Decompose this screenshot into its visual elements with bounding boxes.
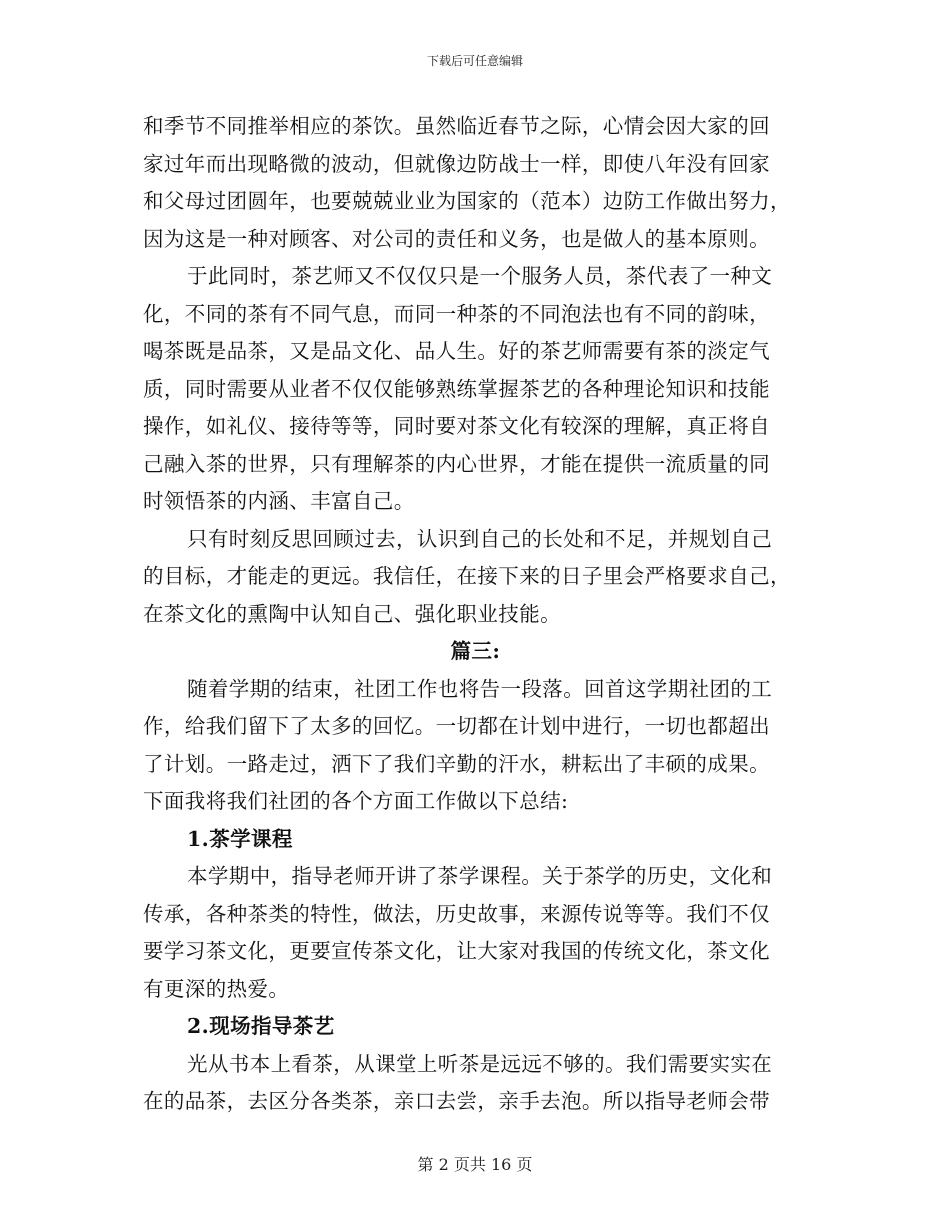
body-line: 作，给我们留下了太多的回忆。一切都在计划中进行，一切也都超出 xyxy=(143,714,770,738)
page-header: 下载后可任意编辑 xyxy=(426,54,523,68)
body-line: 下面我将我们社团的各个方面工作做以下总结: xyxy=(143,789,569,813)
paragraph-start-line: 只有时刻反思回顾过去，认识到自己的长处和不足，并规划自己 xyxy=(187,526,773,551)
paragraph-start-line: 随着学期的结束，社团工作也将告一段落。回首这学期社团的工 xyxy=(187,676,773,701)
paragraph-start-line: 本学期中，指导老师开讲了茶学课程。关于茶学的历史，文化和 xyxy=(187,864,773,888)
subsection-heading: 1.茶学课程 xyxy=(187,826,293,851)
paragraph-start-line: 于此同时，茶艺师又不仅仅只是一个服务人员，茶代表了一种文 xyxy=(187,264,773,288)
body-line: 有更深的热爱。 xyxy=(143,976,290,1001)
body-line: 己融入茶的世界，只有理解茶的内心世界，才能在提供一流质量的同 xyxy=(143,451,770,476)
body-line: 在的品茶，去区分各类茶，亲口去尝，亲手去泡。所以指导老师会带 xyxy=(143,1089,770,1113)
paragraph-start-line: 光从书本上看茶，从课堂上听茶是远远不够的。我们需要实实在 xyxy=(187,1051,773,1076)
body-line: 了计划。一路走过，洒下了我们辛勤的汗水，耕耘出了丰硕的成果。 xyxy=(143,751,770,776)
page-footer: 第 2 页共 16 页 xyxy=(417,1155,533,1174)
section-title: 篇三: xyxy=(450,639,501,663)
body-line: 质，同时需要从业者不仅仅能够熟练掌握茶艺的各种理论知识和技能 xyxy=(143,376,770,401)
body-line: 家过年而出现略微的波动，但就像边防战士一样，即使八年没有回家 xyxy=(143,151,770,176)
document-body xyxy=(143,108,808,1121)
body-line: 和父母过团圆年，也要兢兢业业为国家的（范本）边防工作做出努力， xyxy=(143,189,791,213)
body-line: 的目标，才能走的更远。我信任，在接下来的日子里会严格要求自己， xyxy=(143,564,791,588)
body-line: 要学习茶文化，更要宣传茶文化，让大家对我国的传统文化，茶文化 xyxy=(143,939,770,963)
body-line: 化，不同的茶有不同气息，而同一种茶的不同泡法也有不同的韵味， xyxy=(143,301,770,326)
body-line: 喝茶既是品茶，又是品文化、品人生。好的茶艺师需要有茶的淡定气 xyxy=(143,339,770,363)
body-line: 和季节不同推举相应的茶饮。虽然临近春节之际，心情会因大家的回 xyxy=(143,114,770,138)
body-line: 操作，如礼仪、接待等等，同时要对茶文化有较深的理解，真正将自 xyxy=(143,414,770,438)
body-line: 时领悟茶的内涵、丰富自己。 xyxy=(143,489,415,513)
body-line: 因为这是一种对顾客、对公司的责任和义务，也是做人的基本原则。 xyxy=(143,226,770,251)
body-line: 传承，各种茶类的特性，做法，历史故事，来源传说等等。我们不仅 xyxy=(143,901,770,926)
body-line: 在茶文化的熏陶中认知自己、强化职业技能。 xyxy=(143,601,561,626)
subsection-heading: 2.现场指导茶艺 xyxy=(187,1014,335,1038)
